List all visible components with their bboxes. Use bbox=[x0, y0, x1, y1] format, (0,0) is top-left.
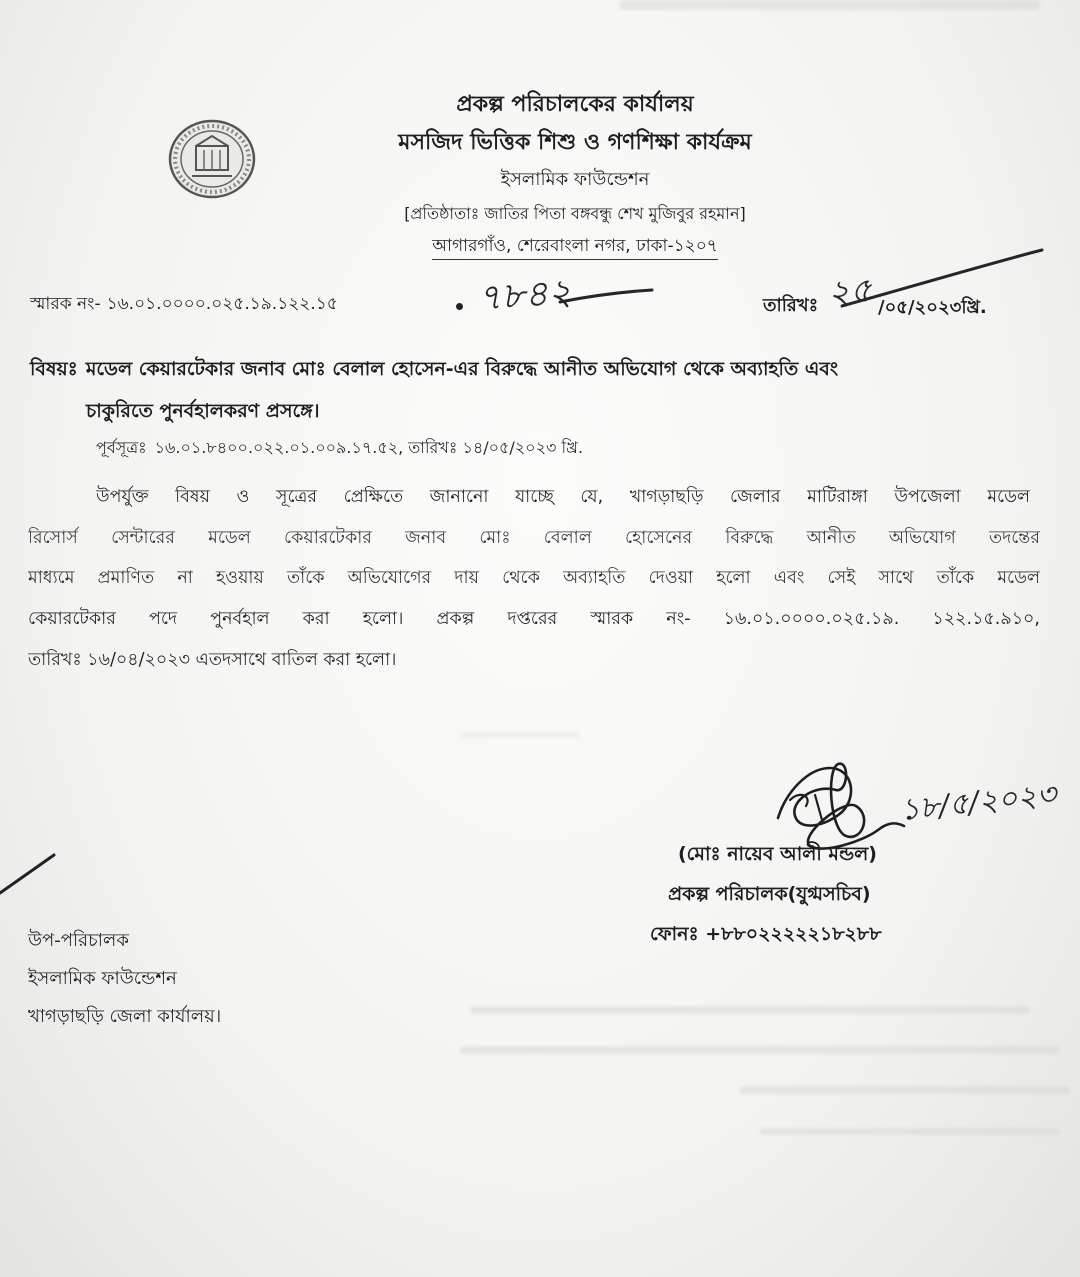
reference-label: পূর্বসূত্রঃ bbox=[96, 438, 147, 457]
bleed-through-mark bbox=[470, 1006, 1030, 1014]
seal-emblem bbox=[164, 116, 260, 202]
date-label: তারিখঃ bbox=[763, 295, 819, 316]
memo-number: ১৬.০১.০০০০.০২৫.১৯.১২২.১৫ bbox=[106, 294, 338, 314]
signatory-designation: প্রকল্প পরিচালক(যুগ্মসচিব) bbox=[668, 883, 871, 905]
bleed-through-mark bbox=[460, 732, 580, 738]
office-title: প্রকল্প পরিচালকের কার্যালয় bbox=[456, 92, 694, 117]
memo-dot bbox=[456, 303, 463, 310]
recipient-title: উপ-পরিচালক bbox=[28, 930, 129, 951]
memo-label: স্মারক নং- bbox=[30, 294, 101, 314]
subject-label: বিষয়ঃ bbox=[30, 358, 78, 380]
subject-line bbox=[30, 355, 838, 387]
letterhead bbox=[330, 86, 820, 262]
signature-scribble bbox=[778, 764, 904, 849]
body-line: তারিখঃ ১৬/০৪/২০২৩ এতদসাথে বাতিল করা হলো। bbox=[28, 650, 397, 670]
bleed-through-mark bbox=[740, 1086, 1070, 1094]
body-line: মাধ্যমে প্রমাণিত না হওয়ায় তাঁকে অভিযোগের দায় থেকে অব্যাহতি দেওয়া হলো এবং সেই সাথে তাঁকে মডেল bbox=[28, 568, 1040, 588]
signature-handwritten-date: ১৮/৫/২০২৩ bbox=[898, 776, 1058, 829]
memo-number-underline-stroke bbox=[560, 290, 652, 302]
handwritten-date-day: ২৫ bbox=[826, 270, 874, 314]
signature-scribble bbox=[790, 795, 822, 820]
bleed-through-mark bbox=[620, 0, 1040, 10]
handwritten-memo-number: ৭৮৪২ bbox=[476, 271, 573, 320]
recipient-office: খাগড়াছড়ি জেলা কার্যালয়। bbox=[28, 1006, 222, 1027]
founder-line: [প্রতিষ্ঠাতাঃ জাতির পিতা বঙ্গবন্ধু শেখ মুজিবুর রহমান] bbox=[404, 204, 746, 223]
date-month-year: /০৫/২০২৩খ্রি. bbox=[878, 297, 987, 318]
bleed-through-mark bbox=[760, 1128, 1060, 1135]
signatory-phone: ফোনঃ +৮৮০২২২২২১৮২৮৮ bbox=[650, 923, 882, 945]
organization-name: ইসলামিক ফাউন্ডেশন bbox=[500, 169, 650, 190]
recipient-organization: ইসলামিক ফাউন্ডেশন bbox=[28, 968, 177, 989]
body-line: রিসোর্স সেন্টারের মডেল কেয়ারটেকার জনাব মোঃ বেলাল হোসেনের বিরুদ্ধে আনীত অভিযোগ তদন্তের bbox=[28, 528, 1040, 548]
memo-number-line bbox=[30, 291, 338, 319]
left-margin-stroke bbox=[0, 855, 54, 893]
body-line: কেয়ারটেকার পদে পুনর্বহাল করা হলো। প্রকল্প দপ্তরের স্মারক নং- ১৬.০১.০০০০.০২৫.১৯. ১২২.১৫.৯১০, bbox=[28, 609, 1040, 629]
subject-text: মডেল কেয়ারটেকার জনাব মোঃ বেলাল হোসেন-এর বিরুদ্ধে আনীত অভিযোগ থেকে অব্যাহতি এবং bbox=[85, 358, 839, 380]
program-title: মসজিদ ভিত্তিক শিশু ও গণশিক্ষা কার্যক্রম bbox=[398, 130, 752, 155]
bleed-through-mark bbox=[460, 1046, 1060, 1054]
subject-continuation: চাকুরিতে পুনর্বহালকরণ প্রসঙ্গে। bbox=[86, 400, 320, 422]
signatory-name: (মোঃ নায়েব আলী মন্ডল) bbox=[678, 843, 877, 865]
office-address: আগারগাঁও, শেরেবাংলা নগর, ঢাকা-১২০৭ bbox=[432, 233, 718, 260]
body-line: উপর্যুক্ত বিষয় ও সূত্রের প্রেক্ষিতে জানানো যাচ্ছে যে, খাগড়াছড়ি জেলার মাটিরাঙ্গা উপজেলা মডেল bbox=[96, 487, 1030, 507]
reference-value: ১৬.০১.৮৪০০.০২২.০১.০০৯.১৭.৫২, তারিখঃ ১৪/০৫/২০২৩ খ্রি. bbox=[154, 438, 584, 457]
reference-line bbox=[96, 435, 583, 462]
